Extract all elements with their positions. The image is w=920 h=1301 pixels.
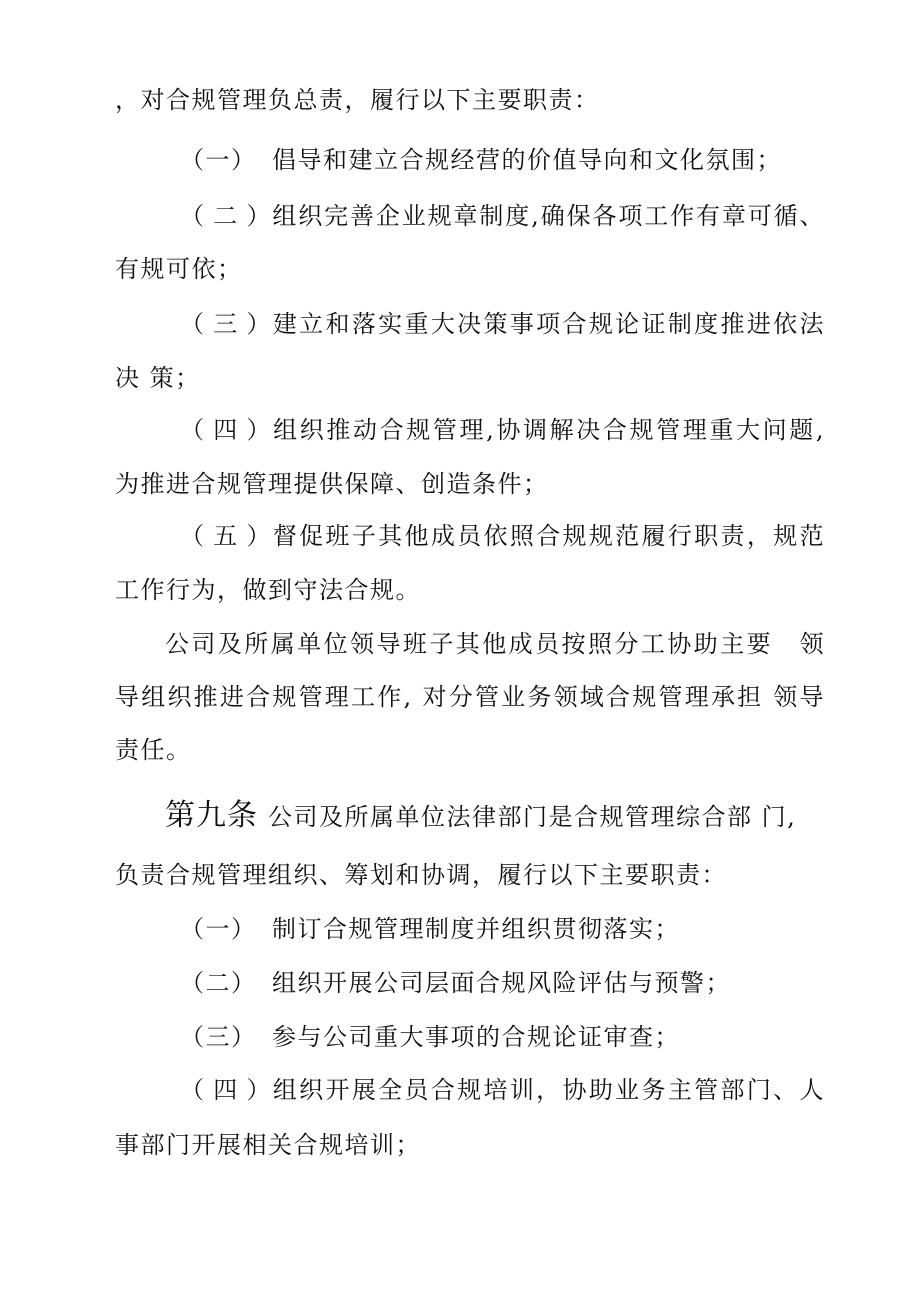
intro-tail: ，对合规管理负总责，履行以下主要职责： — [115, 86, 600, 114]
item-label: （四） — [180, 1076, 272, 1104]
item-text: 倡导和建立合规经营的价值导向和文化氛围； — [272, 146, 782, 174]
item-label: （二） — [180, 969, 257, 997]
legal-item-3 — [180, 1020, 825, 1054]
item-text: 组织推动合规管理,协调解决合规管理重大问题, — [272, 416, 825, 444]
legal-item-1 — [180, 912, 825, 946]
leader-item-2-cont: 有规可依； — [115, 255, 243, 283]
item-text: 参与公司重大事项的合规论证审查； — [272, 1023, 680, 1051]
article-heading: 第九条 — [165, 798, 258, 833]
leader-item-4-cont: 为推进合规管理提供保障、创造条件； — [115, 470, 549, 498]
leader-item-3-cont: 决 策； — [115, 364, 201, 392]
members-para-line-3: 责任。 — [115, 736, 192, 764]
legal-item-4 — [180, 1073, 825, 1107]
item-text: 组织开展全员合规培训，协助业务主管部门、人 — [272, 1076, 825, 1104]
leader-item-3 — [180, 307, 825, 341]
item-label: （四） — [180, 416, 272, 444]
item-label: （三） — [180, 1023, 257, 1051]
item-label: （二） — [180, 202, 272, 230]
item-text: 组织开展公司层面合规风险评估与预警； — [272, 969, 731, 997]
item-label: （一） — [180, 146, 257, 174]
leader-item-1 — [180, 143, 825, 177]
leader-item-4 — [180, 413, 825, 447]
article9-line-1 — [165, 799, 825, 834]
item-text: 组织完善企业规章制度,确保各项工作有章可循、 — [272, 202, 825, 230]
item-text: 督促班子其他成员依照合规规范履行职责，规范 — [272, 522, 825, 550]
item-text: 建立和落实重大决策事项合规论证制度推进依法 — [272, 310, 825, 338]
item-label: （一） — [180, 915, 257, 943]
members-para-line-2: 导组织推进合规管理工作, 对分管业务领域合规管理承担 领导 — [115, 683, 825, 711]
leader-item-5 — [180, 519, 825, 553]
item-label: （五） — [180, 522, 272, 550]
leader-item-2 — [180, 199, 825, 233]
article-text: 公司及所属单位法律部门是合规管理综合部 门, — [268, 803, 797, 831]
item-text: 制订合规管理制度并组织贯彻落实； — [272, 915, 680, 943]
item-label: （三） — [180, 310, 272, 338]
members-para-line-1: 公司及所属单位领导班子其他成员按照分工协助主要 领 — [165, 630, 825, 658]
leader-item-5-cont: 工作行为，做到守法合规。 — [115, 576, 421, 604]
legal-item-2 — [180, 966, 825, 1000]
article9-line-2: 负责合规管理组织、筹划和协调，履行以下主要职责： — [115, 861, 727, 889]
legal-item-4-cont: 事部门开展相关合规培训； — [115, 1131, 421, 1159]
